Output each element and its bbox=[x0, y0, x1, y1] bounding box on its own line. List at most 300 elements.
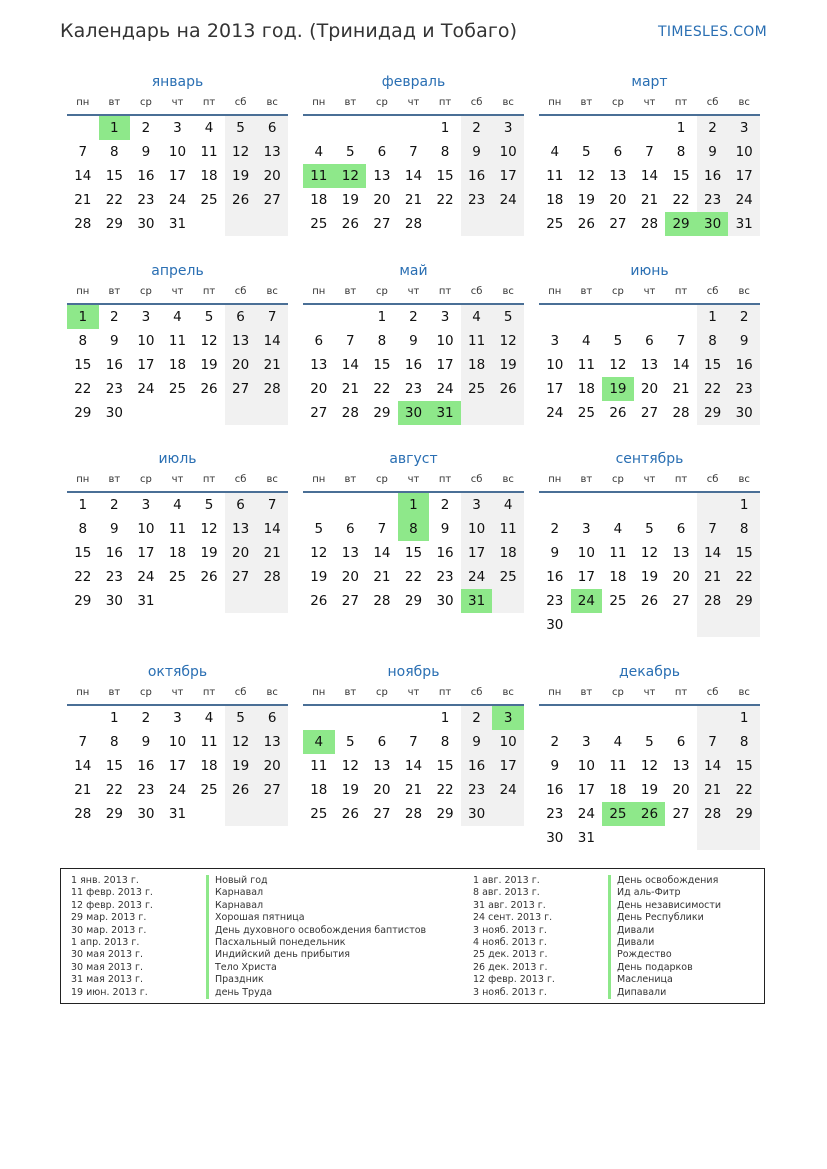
weekday-label: сб bbox=[470, 97, 483, 108]
day-cell: 19 bbox=[200, 545, 218, 561]
day-cell: 15 bbox=[728, 754, 760, 778]
day-cell: 18 bbox=[609, 782, 627, 798]
weekday-label: чт bbox=[643, 97, 656, 108]
weekday-label: чт bbox=[407, 474, 420, 485]
day-cell: 30 bbox=[436, 593, 454, 609]
holiday-day-cell: 1 bbox=[99, 116, 131, 140]
day-cell: 7 bbox=[697, 730, 729, 754]
day-cell: 10 bbox=[436, 333, 454, 349]
day-cell: 16 bbox=[461, 754, 493, 778]
weekday-label: вт bbox=[108, 286, 121, 297]
day-cell: 13 bbox=[609, 168, 627, 184]
day-cell: 27 bbox=[256, 778, 288, 802]
day-cell: 17 bbox=[461, 541, 493, 565]
day-cell: 30 bbox=[728, 401, 760, 425]
day-cell: 13 bbox=[672, 545, 690, 561]
empty-day-cell bbox=[256, 589, 288, 613]
empty-day-cell bbox=[571, 613, 603, 637]
day-cell: 8 bbox=[440, 734, 450, 750]
day-cell: 23 bbox=[105, 569, 123, 585]
weekday-label: вт bbox=[344, 286, 357, 297]
weekday-label: вт bbox=[344, 687, 357, 698]
weekday-label: ср bbox=[611, 687, 624, 698]
legend-holiday-name: День независимости bbox=[608, 900, 721, 912]
day-cell: 13 bbox=[256, 140, 288, 164]
day-cell: 30 bbox=[137, 216, 155, 232]
weekday-label: вт bbox=[344, 97, 357, 108]
holiday-day-cell: 30 bbox=[697, 212, 729, 236]
holiday-day-cell: 31 bbox=[461, 589, 493, 613]
weekday-label: пт bbox=[438, 286, 452, 297]
month-name: октябрь bbox=[147, 664, 208, 680]
day-cell: 15 bbox=[74, 545, 92, 561]
empty-day-cell bbox=[461, 212, 493, 236]
empty-day-cell bbox=[398, 116, 430, 140]
legend-holiday-name: День освобождения bbox=[608, 875, 718, 887]
day-cell: 10 bbox=[546, 357, 564, 373]
site-logo-link[interactable]: TIMESLES.COM bbox=[658, 24, 767, 40]
legend-date: 31 авг. 2013 г. bbox=[473, 899, 546, 911]
day-cell: 13 bbox=[225, 517, 257, 541]
day-cell: 11 bbox=[577, 357, 595, 373]
day-cell: 26 bbox=[200, 381, 218, 397]
weekday-label: вт bbox=[108, 97, 121, 108]
weekday-label: вт bbox=[108, 474, 121, 485]
weekday-header bbox=[303, 283, 524, 305]
day-cell: 4 bbox=[461, 305, 493, 329]
legend-date: 1 янв. 2013 г. bbox=[71, 875, 139, 886]
weekday-label: ср bbox=[375, 97, 388, 108]
day-cell: 10 bbox=[137, 521, 155, 537]
day-cell: 18 bbox=[200, 168, 218, 184]
legend-holiday-name: Тело Христа bbox=[206, 962, 277, 974]
day-cell: 27 bbox=[256, 188, 288, 212]
day-cell: 9 bbox=[141, 734, 151, 750]
day-cell: 14 bbox=[341, 357, 359, 373]
day-cell: 6 bbox=[256, 706, 288, 730]
month-name: сентябрь bbox=[615, 451, 684, 467]
day-cell: 12 bbox=[225, 730, 257, 754]
day-cell: 29 bbox=[105, 216, 123, 232]
empty-day-cell bbox=[366, 116, 398, 140]
day-cell: 3 bbox=[582, 521, 591, 537]
day-cell: 18 bbox=[168, 357, 187, 373]
day-cell: 25 bbox=[609, 593, 627, 609]
day-cell: 9 bbox=[550, 545, 560, 561]
day-cell: 16 bbox=[137, 168, 155, 184]
day-cell: 15 bbox=[404, 545, 423, 561]
day-cell: 14 bbox=[404, 168, 423, 184]
day-cell: 6 bbox=[613, 144, 623, 160]
legend-date: 4 нояб. 2013 г. bbox=[473, 936, 547, 948]
empty-day-cell bbox=[539, 116, 571, 140]
day-cell: 1 bbox=[697, 305, 729, 329]
day-grid bbox=[303, 116, 524, 236]
day-cell: 17 bbox=[492, 164, 524, 188]
empty-day-cell bbox=[303, 493, 335, 517]
weekday-label: чт bbox=[171, 286, 184, 297]
legend-date: 30 мар. 2013 г. bbox=[71, 924, 147, 936]
day-cell: 14 bbox=[672, 357, 690, 373]
day-cell: 25 bbox=[200, 782, 218, 798]
legend-date: 1 апр. 2013 г. bbox=[71, 936, 140, 948]
day-cell: 15 bbox=[105, 168, 123, 184]
day-cell: 22 bbox=[436, 782, 454, 798]
day-cell: 18 bbox=[310, 782, 328, 798]
weekday-label: пн bbox=[548, 97, 562, 108]
empty-day-cell bbox=[335, 493, 367, 517]
day-grid bbox=[539, 493, 760, 637]
legend-holiday-name: Новый год bbox=[206, 875, 268, 887]
day-cell: 26 bbox=[341, 806, 359, 822]
empty-day-cell bbox=[366, 706, 398, 730]
month-11 bbox=[303, 662, 524, 826]
day-cell: 17 bbox=[137, 357, 155, 373]
legend-date: 19 июн. 2013 г. bbox=[71, 986, 148, 998]
day-cell: 21 bbox=[341, 381, 359, 397]
day-cell: 18 bbox=[546, 192, 564, 208]
day-cell: 6 bbox=[377, 734, 387, 750]
day-cell: 17 bbox=[728, 164, 760, 188]
day-cell: 1 bbox=[78, 497, 88, 513]
day-cell: 4 bbox=[582, 333, 591, 349]
day-cell: 22 bbox=[74, 381, 92, 397]
legend-holiday-name: Карнавал bbox=[206, 900, 263, 912]
day-cell: 19 bbox=[200, 357, 218, 373]
day-cell: 22 bbox=[728, 565, 760, 589]
weekday-label: сб bbox=[706, 286, 719, 297]
empty-day-cell bbox=[634, 305, 666, 329]
day-cell: 11 bbox=[310, 758, 328, 774]
day-cell: 20 bbox=[373, 782, 391, 798]
empty-day-cell bbox=[335, 116, 367, 140]
month-name: июль bbox=[158, 451, 197, 467]
day-cell: 28 bbox=[640, 216, 659, 232]
weekday-label: пн bbox=[76, 687, 90, 698]
day-cell: 9 bbox=[461, 140, 493, 164]
legend-holiday-name: Индийский день прибытия bbox=[206, 949, 350, 961]
day-cell: 24 bbox=[492, 778, 524, 802]
weekday-label: пт bbox=[202, 286, 216, 297]
weekday-label: пт bbox=[674, 474, 688, 485]
day-cell: 22 bbox=[728, 778, 760, 802]
holiday-day-cell: 1 bbox=[398, 493, 430, 517]
month-name: декабрь bbox=[618, 664, 681, 680]
day-cell: 18 bbox=[200, 758, 218, 774]
legend-date: 30 мая 2013 г. bbox=[71, 949, 144, 961]
day-cell: 22 bbox=[672, 192, 690, 208]
month-1 bbox=[67, 72, 288, 236]
day-grid bbox=[67, 706, 288, 826]
day-cell: 16 bbox=[105, 357, 123, 373]
weekday-label: вс bbox=[738, 97, 750, 108]
day-cell: 9 bbox=[461, 730, 493, 754]
day-cell: 8 bbox=[728, 517, 760, 541]
day-cell: 31 bbox=[168, 216, 187, 232]
day-cell: 2 bbox=[461, 116, 493, 140]
day-cell: 11 bbox=[168, 333, 187, 349]
day-cell: 6 bbox=[346, 521, 355, 537]
day-cell: 4 bbox=[314, 144, 324, 160]
day-cell: 7 bbox=[676, 333, 686, 349]
empty-day-cell bbox=[461, 401, 493, 425]
legend-holiday-name: Карнавал bbox=[206, 887, 263, 899]
empty-day-cell bbox=[492, 401, 524, 425]
day-cell: 20 bbox=[225, 353, 257, 377]
day-cell: 22 bbox=[436, 192, 454, 208]
day-cell: 17 bbox=[546, 381, 564, 397]
day-cell: 4 bbox=[204, 710, 214, 726]
day-cell: 16 bbox=[461, 164, 493, 188]
legend-holiday-name: День духовного освобождения баптистов bbox=[206, 925, 426, 937]
weekday-label: ср bbox=[139, 687, 152, 698]
day-cell: 28 bbox=[256, 565, 288, 589]
day-cell: 19 bbox=[225, 754, 257, 778]
day-cell: 10 bbox=[492, 730, 524, 754]
empty-day-cell bbox=[571, 493, 603, 517]
day-cell: 13 bbox=[256, 730, 288, 754]
day-cell: 28 bbox=[672, 405, 690, 421]
day-cell: 2 bbox=[409, 309, 418, 325]
day-cell: 5 bbox=[346, 734, 355, 750]
empty-day-cell bbox=[539, 493, 571, 517]
day-cell: 24 bbox=[546, 405, 564, 421]
day-cell: 21 bbox=[373, 569, 391, 585]
day-cell: 25 bbox=[461, 377, 493, 401]
weekday-label: вт bbox=[580, 97, 593, 108]
day-cell: 25 bbox=[310, 806, 328, 822]
day-cell: 1 bbox=[728, 493, 760, 517]
empty-day-cell bbox=[665, 706, 697, 730]
legend-holiday-name: Рождество bbox=[608, 949, 672, 961]
day-cell: 14 bbox=[697, 754, 729, 778]
day-cell: 17 bbox=[577, 782, 595, 798]
day-cell: 7 bbox=[409, 734, 418, 750]
day-cell: 5 bbox=[645, 521, 654, 537]
day-cell: 2 bbox=[728, 305, 760, 329]
month-6 bbox=[539, 261, 760, 425]
day-cell: 15 bbox=[697, 353, 729, 377]
day-cell: 3 bbox=[141, 497, 151, 513]
empty-day-cell bbox=[634, 706, 666, 730]
month-name: июнь bbox=[630, 263, 669, 279]
weekday-label: ср bbox=[375, 474, 388, 485]
day-cell: 12 bbox=[310, 545, 328, 561]
day-cell: 30 bbox=[105, 593, 123, 609]
day-cell: 2 bbox=[550, 521, 560, 537]
day-cell: 7 bbox=[409, 144, 418, 160]
month-12 bbox=[539, 662, 760, 850]
day-cell: 8 bbox=[110, 734, 119, 750]
day-cell: 22 bbox=[105, 192, 123, 208]
weekday-label: вс bbox=[502, 97, 514, 108]
empty-day-cell bbox=[602, 706, 634, 730]
day-cell: 20 bbox=[341, 569, 359, 585]
empty-day-cell bbox=[303, 706, 335, 730]
day-cell: 28 bbox=[341, 405, 359, 421]
day-cell: 22 bbox=[404, 569, 423, 585]
day-cell: 14 bbox=[256, 517, 288, 541]
weekday-label: вс bbox=[738, 474, 750, 485]
day-cell: 26 bbox=[225, 778, 257, 802]
weekday-header bbox=[67, 94, 288, 116]
day-cell: 15 bbox=[105, 758, 123, 774]
day-cell: 6 bbox=[377, 144, 387, 160]
weekday-label: чт bbox=[171, 97, 184, 108]
month-2 bbox=[303, 72, 524, 236]
day-cell: 1 bbox=[440, 120, 450, 136]
day-cell: 2 bbox=[550, 734, 560, 750]
day-cell: 17 bbox=[168, 758, 187, 774]
day-cell: 28 bbox=[373, 593, 391, 609]
day-cell: 6 bbox=[676, 521, 686, 537]
weekday-header bbox=[539, 94, 760, 116]
holiday-day-cell: 29 bbox=[665, 212, 697, 236]
day-cell: 16 bbox=[105, 545, 123, 561]
day-cell: 11 bbox=[168, 521, 187, 537]
empty-day-cell bbox=[697, 493, 729, 517]
weekday-label: вс bbox=[266, 687, 278, 698]
weekday-label: сб bbox=[470, 286, 483, 297]
day-cell: 30 bbox=[461, 802, 493, 826]
day-cell: 28 bbox=[697, 589, 729, 613]
day-cell: 20 bbox=[640, 381, 659, 397]
day-cell: 5 bbox=[314, 521, 324, 537]
day-cell: 13 bbox=[373, 168, 391, 184]
day-cell: 23 bbox=[546, 593, 564, 609]
empty-day-cell bbox=[602, 116, 634, 140]
empty-day-cell bbox=[697, 826, 729, 850]
day-cell: 15 bbox=[436, 758, 454, 774]
day-cell: 25 bbox=[310, 216, 328, 232]
day-cell: 31 bbox=[728, 212, 760, 236]
legend-holiday-name: Дивали bbox=[608, 925, 654, 937]
empty-day-cell bbox=[303, 116, 335, 140]
weekday-label: ср bbox=[139, 286, 152, 297]
weekday-label: пт bbox=[674, 286, 688, 297]
day-cell: 27 bbox=[225, 565, 257, 589]
day-cell: 13 bbox=[310, 357, 328, 373]
empty-day-cell bbox=[571, 305, 603, 329]
day-cell: 13 bbox=[341, 545, 359, 561]
legend-holiday-name: Дивали bbox=[608, 937, 654, 949]
day-cell: 24 bbox=[137, 569, 155, 585]
day-cell: 5 bbox=[346, 144, 355, 160]
day-cell: 19 bbox=[577, 192, 595, 208]
day-cell: 24 bbox=[168, 782, 187, 798]
day-cell: 6 bbox=[645, 333, 654, 349]
day-cell: 26 bbox=[310, 593, 328, 609]
weekday-label: пн bbox=[76, 286, 90, 297]
day-cell: 3 bbox=[461, 493, 493, 517]
weekday-header bbox=[67, 471, 288, 493]
weekday-header bbox=[539, 471, 760, 493]
day-cell: 10 bbox=[492, 140, 524, 164]
day-cell: 23 bbox=[105, 381, 123, 397]
day-cell: 17 bbox=[168, 168, 187, 184]
day-cell: 2 bbox=[461, 706, 493, 730]
day-cell: 19 bbox=[341, 782, 359, 798]
weekday-label: пн bbox=[312, 97, 326, 108]
day-cell: 28 bbox=[74, 216, 92, 232]
weekday-label: пн bbox=[76, 97, 90, 108]
legend-holiday-name: Пасхальный понедельник bbox=[206, 937, 346, 949]
day-cell: 19 bbox=[640, 569, 659, 585]
day-cell: 16 bbox=[546, 569, 564, 585]
day-cell: 2 bbox=[141, 710, 151, 726]
legend-date: 3 нояб. 2013 г. bbox=[473, 986, 547, 998]
weekday-label: вс bbox=[738, 687, 750, 698]
holiday-legend bbox=[60, 868, 765, 1004]
weekday-header bbox=[303, 94, 524, 116]
day-cell: 25 bbox=[200, 192, 218, 208]
day-cell: 9 bbox=[728, 329, 760, 353]
day-cell: 3 bbox=[141, 309, 151, 325]
weekday-label: вс bbox=[266, 286, 278, 297]
weekday-label: чт bbox=[643, 474, 656, 485]
weekday-label: пт bbox=[438, 97, 452, 108]
day-cell: 28 bbox=[256, 377, 288, 401]
weekday-header bbox=[303, 471, 524, 493]
weekday-label: ср bbox=[611, 286, 624, 297]
day-cell: 23 bbox=[404, 381, 423, 397]
empty-day-cell bbox=[571, 116, 603, 140]
day-cell: 23 bbox=[546, 806, 564, 822]
holiday-day-cell: 26 bbox=[634, 802, 666, 826]
legend-date: 1 авг. 2013 г. bbox=[473, 875, 540, 886]
day-cell: 28 bbox=[697, 802, 729, 826]
day-cell: 20 bbox=[672, 782, 690, 798]
weekday-header bbox=[539, 283, 760, 305]
weekday-label: пн bbox=[312, 286, 326, 297]
day-cell: 2 bbox=[110, 497, 119, 513]
month-10 bbox=[67, 662, 288, 826]
month-5 bbox=[303, 261, 524, 425]
day-cell: 10 bbox=[577, 758, 595, 774]
day-cell: 18 bbox=[461, 353, 493, 377]
legend-holiday-name: День подарков bbox=[608, 962, 693, 974]
day-cell: 12 bbox=[225, 140, 257, 164]
weekday-label: чт bbox=[643, 687, 656, 698]
day-grid bbox=[303, 305, 524, 425]
empty-day-cell bbox=[665, 493, 697, 517]
day-cell: 17 bbox=[137, 545, 155, 561]
day-cell: 16 bbox=[404, 357, 423, 373]
day-cell: 11 bbox=[492, 517, 524, 541]
day-cell: 12 bbox=[341, 758, 359, 774]
day-cell: 26 bbox=[225, 188, 257, 212]
day-cell: 20 bbox=[609, 192, 627, 208]
day-cell: 27 bbox=[373, 806, 391, 822]
day-cell: 1 bbox=[377, 309, 387, 325]
day-cell: 5 bbox=[225, 116, 257, 140]
day-cell: 7 bbox=[697, 517, 729, 541]
day-cell: 6 bbox=[314, 333, 324, 349]
day-cell: 21 bbox=[256, 353, 288, 377]
weekday-label: вс bbox=[266, 474, 278, 485]
day-cell: 21 bbox=[404, 782, 423, 798]
day-cell: 20 bbox=[672, 569, 690, 585]
weekday-label: вс bbox=[502, 687, 514, 698]
day-cell: 10 bbox=[728, 140, 760, 164]
day-cell: 16 bbox=[697, 164, 729, 188]
day-cell: 3 bbox=[492, 116, 524, 140]
day-cell: 23 bbox=[728, 377, 760, 401]
day-cell: 4 bbox=[173, 497, 182, 513]
legend-date: 25 дек. 2013 г. bbox=[473, 949, 548, 961]
weekday-label: вт bbox=[344, 474, 357, 485]
day-cell: 9 bbox=[141, 144, 151, 160]
